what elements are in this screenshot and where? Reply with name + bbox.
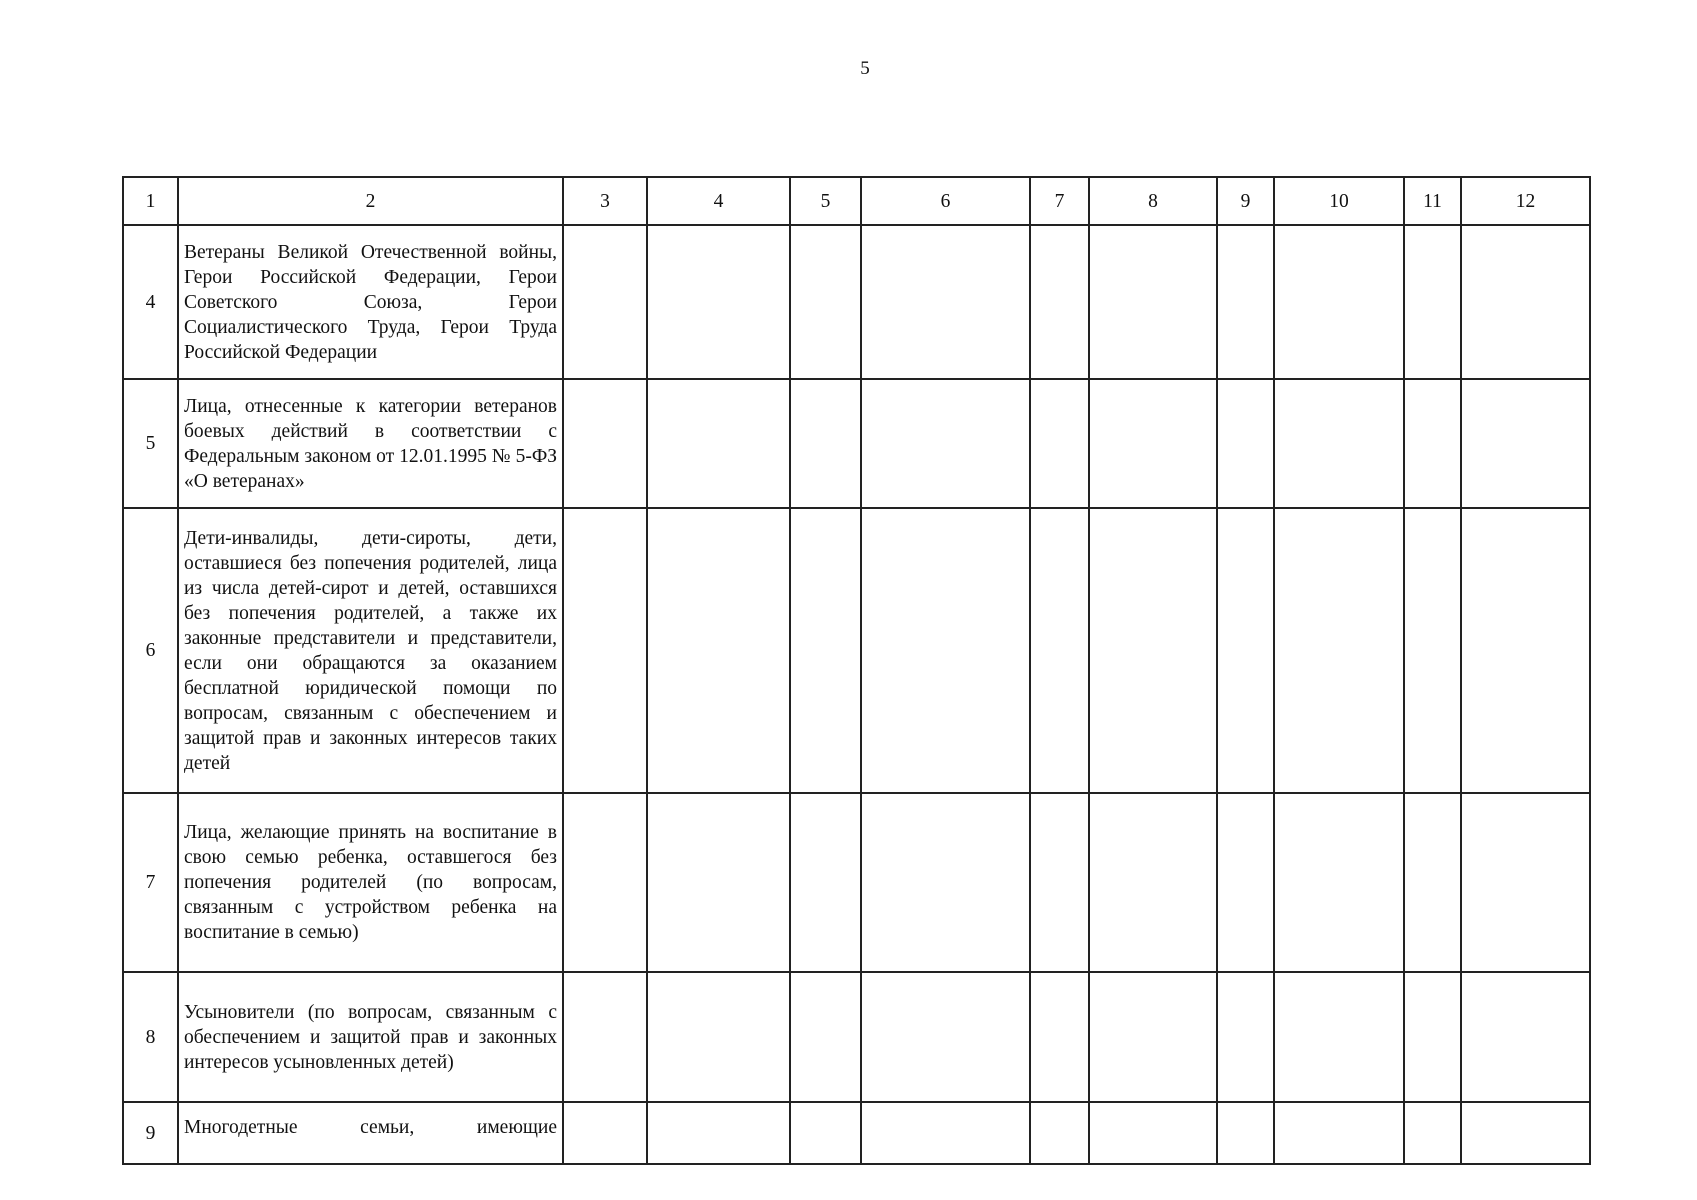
empty-cell bbox=[1274, 225, 1404, 379]
empty-cell bbox=[647, 972, 790, 1102]
column-header: 5 bbox=[790, 177, 861, 225]
empty-cell bbox=[1217, 225, 1274, 379]
row-description: Лица, желающие принять на воспитание в свою семью ребенка, оставшегося без попечения родителей (по вопросам, связанным с устройством ребенка на воспитание в семью) bbox=[178, 793, 563, 972]
column-header: 7 bbox=[1030, 177, 1089, 225]
empty-cell bbox=[861, 793, 1030, 972]
table-row bbox=[123, 1102, 1590, 1164]
column-header: 6 bbox=[861, 177, 1030, 225]
column-header: 1 bbox=[123, 177, 178, 225]
empty-cell bbox=[1089, 379, 1217, 508]
empty-cell bbox=[1030, 508, 1089, 793]
empty-cell bbox=[647, 793, 790, 972]
empty-cell bbox=[563, 972, 647, 1102]
column-header: 3 bbox=[563, 177, 647, 225]
empty-cell bbox=[1217, 972, 1274, 1102]
empty-cell bbox=[790, 793, 861, 972]
data-table bbox=[122, 176, 1591, 1165]
empty-cell bbox=[1461, 225, 1590, 379]
empty-cell bbox=[1030, 379, 1089, 508]
column-header: 10 bbox=[1274, 177, 1404, 225]
row-description: Усыновители (по вопросам, связанным с обеспечением и защитой прав и законных интересов усыновленных детей) bbox=[178, 972, 563, 1102]
table-row bbox=[123, 972, 1590, 1102]
table-row bbox=[123, 225, 1590, 379]
empty-cell bbox=[647, 508, 790, 793]
column-header: 4 bbox=[647, 177, 790, 225]
table-header-row bbox=[123, 177, 1590, 225]
empty-cell bbox=[563, 1102, 647, 1164]
empty-cell bbox=[647, 1102, 790, 1164]
empty-cell bbox=[1030, 1102, 1089, 1164]
empty-cell bbox=[1030, 793, 1089, 972]
column-header: 11 bbox=[1404, 177, 1461, 225]
empty-cell bbox=[1404, 379, 1461, 508]
column-header: 8 bbox=[1089, 177, 1217, 225]
empty-cell bbox=[790, 1102, 861, 1164]
row-number: 8 bbox=[123, 972, 178, 1102]
empty-cell bbox=[1404, 1102, 1461, 1164]
empty-cell bbox=[1404, 225, 1461, 379]
empty-cell bbox=[861, 508, 1030, 793]
empty-cell bbox=[647, 225, 790, 379]
empty-cell bbox=[1274, 972, 1404, 1102]
empty-cell bbox=[861, 1102, 1030, 1164]
empty-cell bbox=[563, 225, 647, 379]
empty-cell bbox=[563, 379, 647, 508]
empty-cell bbox=[790, 972, 861, 1102]
empty-cell bbox=[1461, 972, 1590, 1102]
empty-cell bbox=[1217, 508, 1274, 793]
empty-cell bbox=[1274, 379, 1404, 508]
empty-cell bbox=[1030, 225, 1089, 379]
empty-cell bbox=[1274, 508, 1404, 793]
empty-cell bbox=[790, 379, 861, 508]
empty-cell bbox=[790, 225, 861, 379]
empty-cell bbox=[1274, 793, 1404, 972]
empty-cell bbox=[1217, 793, 1274, 972]
empty-cell bbox=[1274, 1102, 1404, 1164]
empty-cell bbox=[1089, 508, 1217, 793]
row-number: 9 bbox=[123, 1102, 178, 1164]
empty-cell bbox=[1089, 225, 1217, 379]
empty-cell bbox=[1404, 508, 1461, 793]
row-description: Многодетные семьи, имеющие bbox=[178, 1102, 563, 1164]
empty-cell bbox=[563, 793, 647, 972]
table-row bbox=[123, 379, 1590, 508]
empty-cell bbox=[1461, 1102, 1590, 1164]
row-number: 5 bbox=[123, 379, 178, 508]
table-row bbox=[123, 508, 1590, 793]
column-header: 9 bbox=[1217, 177, 1274, 225]
column-header: 2 bbox=[178, 177, 563, 225]
empty-cell bbox=[1089, 1102, 1217, 1164]
empty-cell bbox=[1461, 793, 1590, 972]
column-header: 12 bbox=[1461, 177, 1590, 225]
empty-cell bbox=[647, 379, 790, 508]
row-description: Ветераны Великой Отечественной войны, Герои Российской Федерации, Герои Советского Союза, Герои Социалистического Труда, Герои Труда Российской Федерации bbox=[178, 225, 563, 379]
empty-cell bbox=[1089, 972, 1217, 1102]
empty-cell bbox=[1404, 972, 1461, 1102]
page-number: 5 bbox=[860, 58, 870, 79]
empty-cell bbox=[861, 225, 1030, 379]
empty-cell bbox=[1461, 508, 1590, 793]
row-number: 4 bbox=[123, 225, 178, 379]
empty-cell bbox=[1404, 793, 1461, 972]
empty-cell bbox=[861, 972, 1030, 1102]
empty-cell bbox=[1217, 1102, 1274, 1164]
table-row bbox=[123, 793, 1590, 972]
row-description: Дети-инвалиды, дети-сироты, дети, оставшиеся без попечения родителей, лица из числа детей-сирот и детей, оставшихся без попечения родителей, а также их законные представители и представители, если они обращаются за оказанием бесплатной юридической помощи по вопросам, связанным с обеспечением и защитой прав и законных интересов таких детей bbox=[178, 508, 563, 793]
empty-cell bbox=[563, 508, 647, 793]
empty-cell bbox=[1089, 793, 1217, 972]
empty-cell bbox=[1461, 379, 1590, 508]
row-description: Лица, отнесенные к категории ветеранов боевых действий в соответствии с Федеральным законом от 12.01.1995 № 5-ФЗ «О ветеранах» bbox=[178, 379, 563, 508]
empty-cell bbox=[1030, 972, 1089, 1102]
empty-cell bbox=[790, 508, 861, 793]
empty-cell bbox=[1217, 379, 1274, 508]
empty-cell bbox=[861, 379, 1030, 508]
row-number: 7 bbox=[123, 793, 178, 972]
row-number: 6 bbox=[123, 508, 178, 793]
